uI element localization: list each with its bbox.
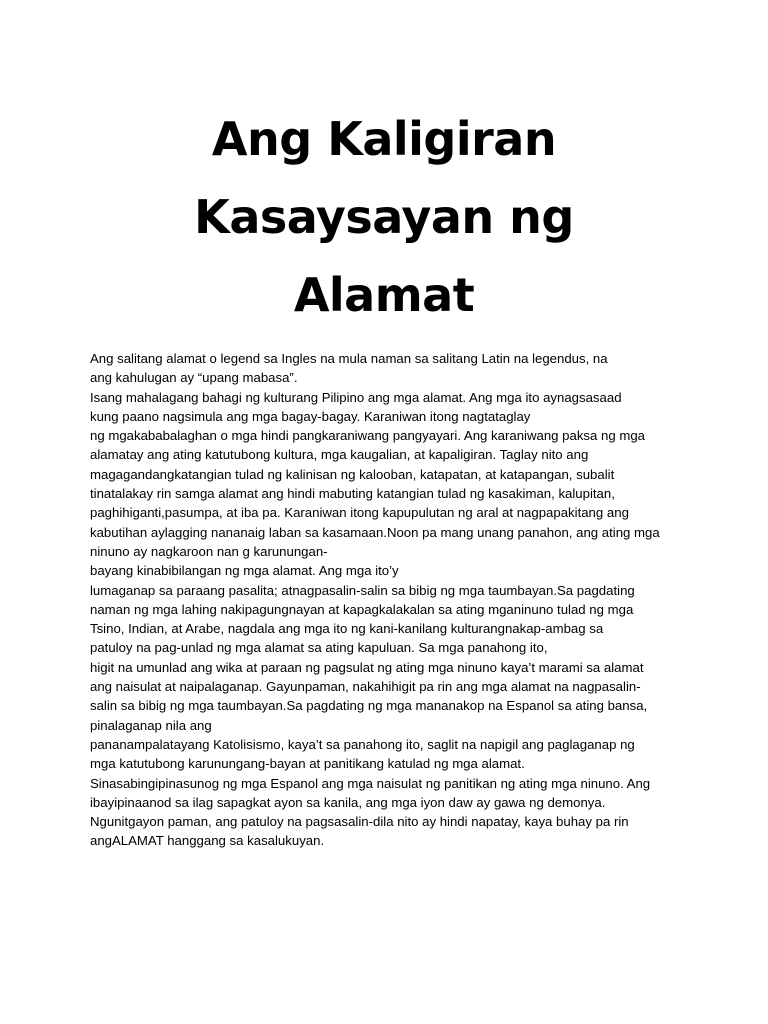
body-line: paghihiganti,pasumpa, at iba pa. Karaniwan itong kapupulutan ng aral at nagpapakitang ang: [90, 505, 629, 521]
body-line: pinalaganap nila ang: [90, 717, 212, 733]
title-line: Kasaysayan ng: [194, 190, 574, 244]
title-line: Ang Kaligiran: [211, 112, 557, 166]
body-line: Ngunitgayon paman, ang patuloy na pagsasalin-dila nito ay hindi napatay, kaya buhay pa rin: [90, 814, 629, 830]
body-line: kabutihan aylagging nananaig laban sa kasamaan.Noon pa mang unang panahon, ang ating mga: [90, 524, 660, 540]
body-line: bayang kinabibilangan ng mga alamat. Ang mga ito’y: [90, 563, 399, 579]
body-line: higit na umunlad ang wika at paraan ng pagsulat ng ating mga ninuno kaya’t marami sa alamat: [90, 659, 644, 675]
body-line: salin sa bibig ng mga taumbayan.Sa pagdating ng mga mananakop na Espanol sa ating bansa,: [90, 698, 648, 714]
body-line: naman ng mga lahing nakipagungnayan at kapagkalakalan sa ating mganinuno tulad ng mga: [90, 601, 634, 617]
body-line: mga katutubong karunungang-bayan at panitikang katulad ng mga alamat.: [90, 756, 525, 772]
body-line: Sinasabingipinasunog ng mga Espanol ang mga naisulat ng panitikan ng ating mga ninuno. Ang: [90, 775, 651, 791]
body-line: ang naisulat at naipalaganap. Gayunpaman, nakahihigit pa rin ang mga alamat na nagpasalin-: [90, 679, 641, 695]
body-line: ang kahulugan ay “upang mabasa”.: [90, 370, 298, 386]
title-line: Alamat: [293, 268, 475, 322]
body-line: patuloy na pag-unlad ng mga alamat sa ating kapuluan. Sa mga panahong ito,: [90, 640, 548, 656]
body-line: ninuno ay nagkaroon nan g karunungan-: [90, 543, 328, 559]
document-title: [0, 100, 768, 334]
body-line: magagandangkatangian tulad ng kalinisan ng kalooban, katapatan, at katapangan, subalit: [90, 466, 615, 482]
body-line: ng mgakababalaghan o mga hindi pangkaraniwang pangyayari. Ang karaniwang paksa ng mga: [90, 428, 645, 444]
body-line: angALAMAT hanggang sa kasalukuyan.: [90, 833, 325, 849]
body-line: ibayipinaanod sa ilag sapagkat ayon sa kanila, ang mga iyon daw ay gawa ng demonya.: [90, 794, 606, 810]
body-line: tinatalakay rin samga alamat ang hindi mabuting katangian tulad ng kasakiman, kalupitan,: [90, 486, 615, 502]
body-line: Isang mahalagang bahagi ng kulturang Pilipino ang mga alamat. Ang mga ito aynagsasaad: [90, 389, 622, 405]
body-line: lumaganap sa paraang pasalita; atnagpasalin-salin sa bibig ng mga taumbayan.Sa pagdating: [90, 582, 635, 598]
body-line: alamatay ang ating katutubong kultura, mga kaugalian, at kapaligiran. Taglay nito ang: [90, 447, 589, 463]
body-line: Tsino, Indian, at Arabe, nagdala ang mga ito ng kani-kanilang kulturangnakap-ambag sa: [90, 621, 604, 637]
document-body: [90, 349, 690, 851]
body-line: pananampalatayang Katolisismo, kaya’t sa panahong ito, saglit na napigil ang paglaganap ng: [90, 736, 635, 752]
body-line: Ang salitang alamat o legend sa Ingles na mula naman sa salitang Latin na legendus, na: [90, 351, 608, 366]
body-line: kung paano nagsimula ang mga bagay-bagay. Karaniwan itong nagtataglay: [90, 408, 531, 424]
